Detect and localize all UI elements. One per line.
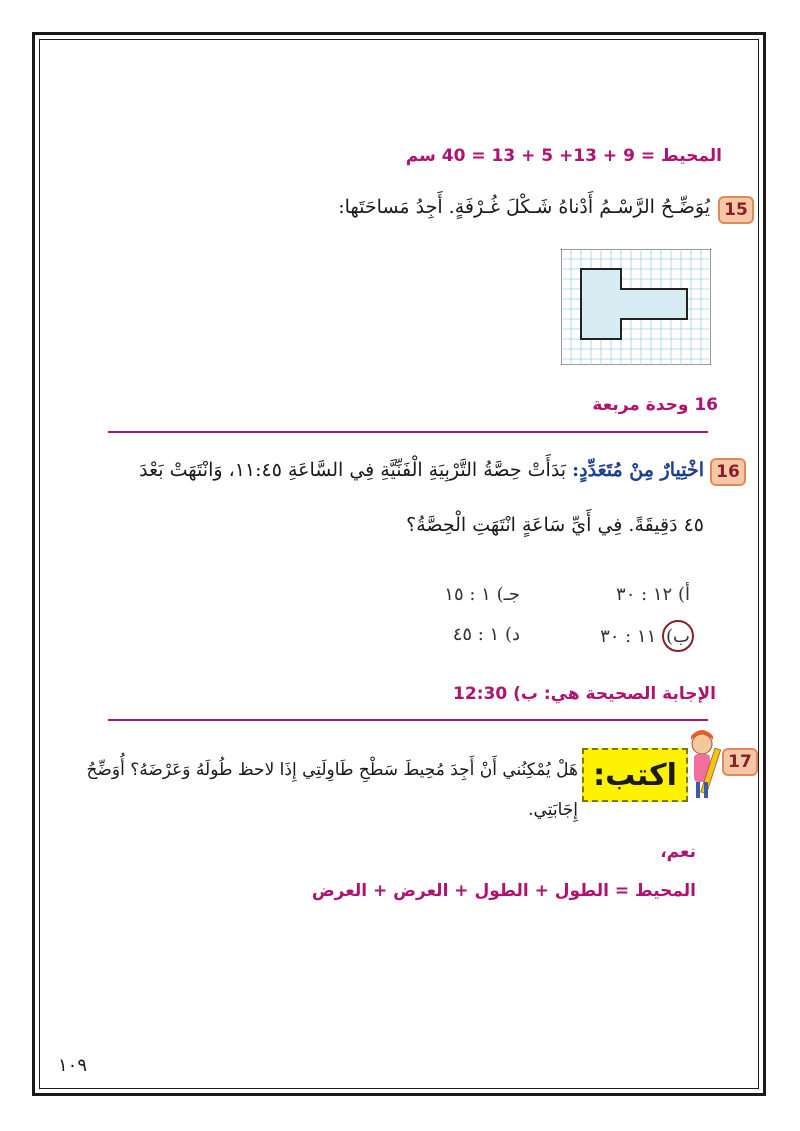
question-16-line1-text: بَدَأَتْ حِصَّةُ التَّرْبِيَةِ الْفَنِّيَّةِ فِي السَّاعَةِ ١١:٤٥، وَانْتَهَتْ بَعْدَ: [139, 459, 567, 481]
option-d: [453, 624, 520, 645]
option-c-value: ١ : ١٥: [444, 584, 491, 605]
question-15-number: 15: [718, 196, 754, 224]
page-number: ١٠٩: [58, 1055, 88, 1076]
option-a: [616, 584, 690, 605]
pencil-girl-icon: [682, 730, 722, 802]
option-a-value: ١٢ : ٣٠: [616, 584, 673, 605]
question-16-line2: ٤٥ دَقِيقَةً. فِي أَيِّ سَاعَةٍ انْتَهَتِ الْحِصَّةُ؟: [406, 514, 704, 536]
question-17-line2: إِجَابَتِي.: [528, 800, 578, 820]
divider-1: [108, 431, 708, 433]
option-c-letter: جـ): [496, 584, 520, 605]
option-d-letter: د): [504, 624, 520, 645]
top-perimeter-answer: المحيط = 9 + 13+ 5 + 13 = 40 سم: [405, 146, 722, 166]
option-d-value: ١ : ٤٥: [452, 624, 500, 645]
question-16-line1: [139, 459, 704, 481]
option-b-letter-circled: ب): [662, 620, 694, 652]
question-17-answer-yes: نعم،: [660, 842, 696, 862]
option-b-value: ١١ : ٣٠: [600, 626, 657, 647]
question-15-answer: 16 وحدة مربعة: [592, 395, 718, 415]
write-badge-label: اكتب:: [593, 757, 677, 793]
write-badge: [582, 748, 688, 802]
multiple-choice-keyword: اخْتِيارٌ مِنْ مُتَعَدِّدٍ:: [572, 459, 704, 481]
question-16-number: 16: [710, 458, 746, 486]
question-17-line1: هَلْ يُمْكِنُني أَنْ أَجِدَ مُحِيطَ سَطْحِ طَاوِلَتِي إِذَا لاحظ طُولَهُ وَعَرْضَهُ؟ أُوَضِّحُ: [86, 760, 578, 780]
question-15-text: يُوَضِّـحُ الرَّسْـمُ أَدْناهُ شَـكْلَ غُـرْفَةٍ. أَجِدُ مَساحَتَها:: [338, 196, 710, 218]
room-shape-grid: [561, 249, 711, 365]
option-a-letter: أ): [677, 584, 690, 605]
question-17-number: 17: [722, 748, 758, 776]
option-b: [600, 620, 694, 652]
question-16-answer: الإجابة الصحيحة هي: ب) 12:30: [453, 684, 716, 704]
question-17-answer-formula: المحيط = الطول + الطول + العرض + العرض: [311, 881, 696, 901]
option-c: [444, 584, 520, 605]
divider-2: [108, 719, 708, 721]
